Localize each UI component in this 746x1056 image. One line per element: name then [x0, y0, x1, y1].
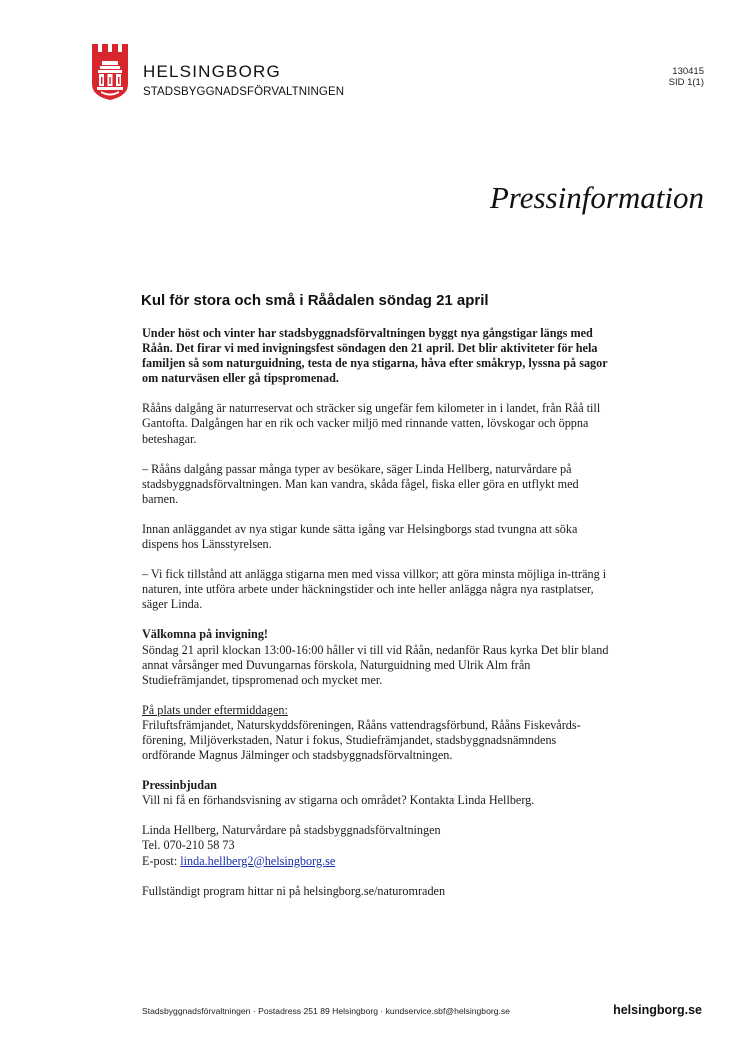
helsingborg-crest-icon	[92, 44, 128, 100]
press-invitation-heading: Pressinbjudan	[142, 778, 217, 793]
paragraph: Rååns dalgång är naturreservat och sträcker sig ungefär fem kilometer in i landet, från Råå till Gantofta. Dalgången har en rik och vacker miljö med rinnande vatten, lövskogar och öppna beteshagar.	[142, 401, 601, 446]
program-info: Fullständigt program hittar ni på helsingborg.se/naturomraden	[142, 883, 446, 898]
invitation-heading: Välkomna på invigning!	[142, 627, 268, 642]
organization-name: HELSINGBORG	[143, 62, 281, 81]
paragraph: – Rååns dalgång passar många typer av besökare, säger Linda Hellberg, naturvårdare på stadsbyggnadsförvaltningen. Man kan vandra, skåda fågel, fiska eller göra en utflykt med barnen.	[142, 461, 579, 506]
lead-paragraph: Under höst och vinter har stadsbyggnadsförvaltningen byggt nya gångstigar längs med Råån. Det firar vi med invigningsfest söndagen den 21 april. Det blir aktiviteter för hela familjen så som naturguidning, testa de nya stigarna, håva efter småkryp, lyssna på sagor om naturväsen eller gå tipspromenad.	[142, 326, 608, 386]
contact-email-link[interactable]: linda.hellberg2@helsingborg.se	[180, 853, 336, 868]
participants-section	[142, 703, 612, 763]
invitation-section	[142, 627, 612, 687]
paragraph: – Vi fick tillstånd att anlägga stigarna men med vissa villkor; att göra minsta möjliga in-tträng i naturen, inte utföra arbete under häckningstider och inte heller anlägga några nya rastplatser, säger Linda.	[142, 567, 607, 612]
contact-phone: Tel. 070-210 58 73	[142, 838, 235, 853]
contact-section	[142, 823, 612, 868]
footer-address: Stadsbyggnadsförvaltningen · Postadress 251 89 Helsingborg · kundservice.sbf@helsingborg.se	[142, 1006, 510, 1016]
participants-heading: På plats under eftermiddagen:	[142, 702, 288, 717]
page-number: SID 1(1)	[668, 77, 704, 88]
participants-text: Friluftsfrämjandet, Naturskyddsföreningen, Rååns vattendragsförbund, Rååns Fiskevårds-förening, Miljöverkstaden, Natur i fokus, Studiefrämjandet, stadsbyggnadsnämndens ordförande Magnus Jälminger och stadsbyggnadsförvaltningen.	[142, 717, 581, 763]
contact-email-label: E-post:	[142, 853, 181, 868]
document-number: 130415	[672, 66, 704, 77]
invitation-text: Söndag 21 april klockan 13:00-16:00 håller vi till vid Råån, nedanför Raus kyrka Det blir bland annat vårsånger med Duvungarnas förskola, Naturguidning med Ulrik Alm från Studiefrämjandet, tipspromenad och mycket mer.	[142, 642, 609, 687]
document-type-title: Pressinformation	[489, 180, 704, 215]
press-invitation-section	[142, 778, 612, 808]
department-name: STADSBYGGNADSFÖRVALTNINGEN	[143, 86, 345, 98]
document-meta	[669, 66, 704, 88]
paragraph: Innan anläggandet av nya stigar kunde sätta igång var Helsingborgs stad tvungna att söka dispens hos Länsstyrelsen.	[142, 521, 578, 552]
article-body	[142, 326, 612, 914]
footer-website: helsingborg.se	[613, 1003, 702, 1017]
headline: Kul för stora och små i Råådalen söndag 21 april	[141, 292, 489, 309]
press-invitation-text: Vill ni få en förhandsvisning av stigarna och området? Kontakta Linda Hellberg.	[142, 793, 535, 808]
contact-name: Linda Hellberg, Naturvårdare på stadsbyggnadsförvaltningen	[142, 823, 441, 838]
